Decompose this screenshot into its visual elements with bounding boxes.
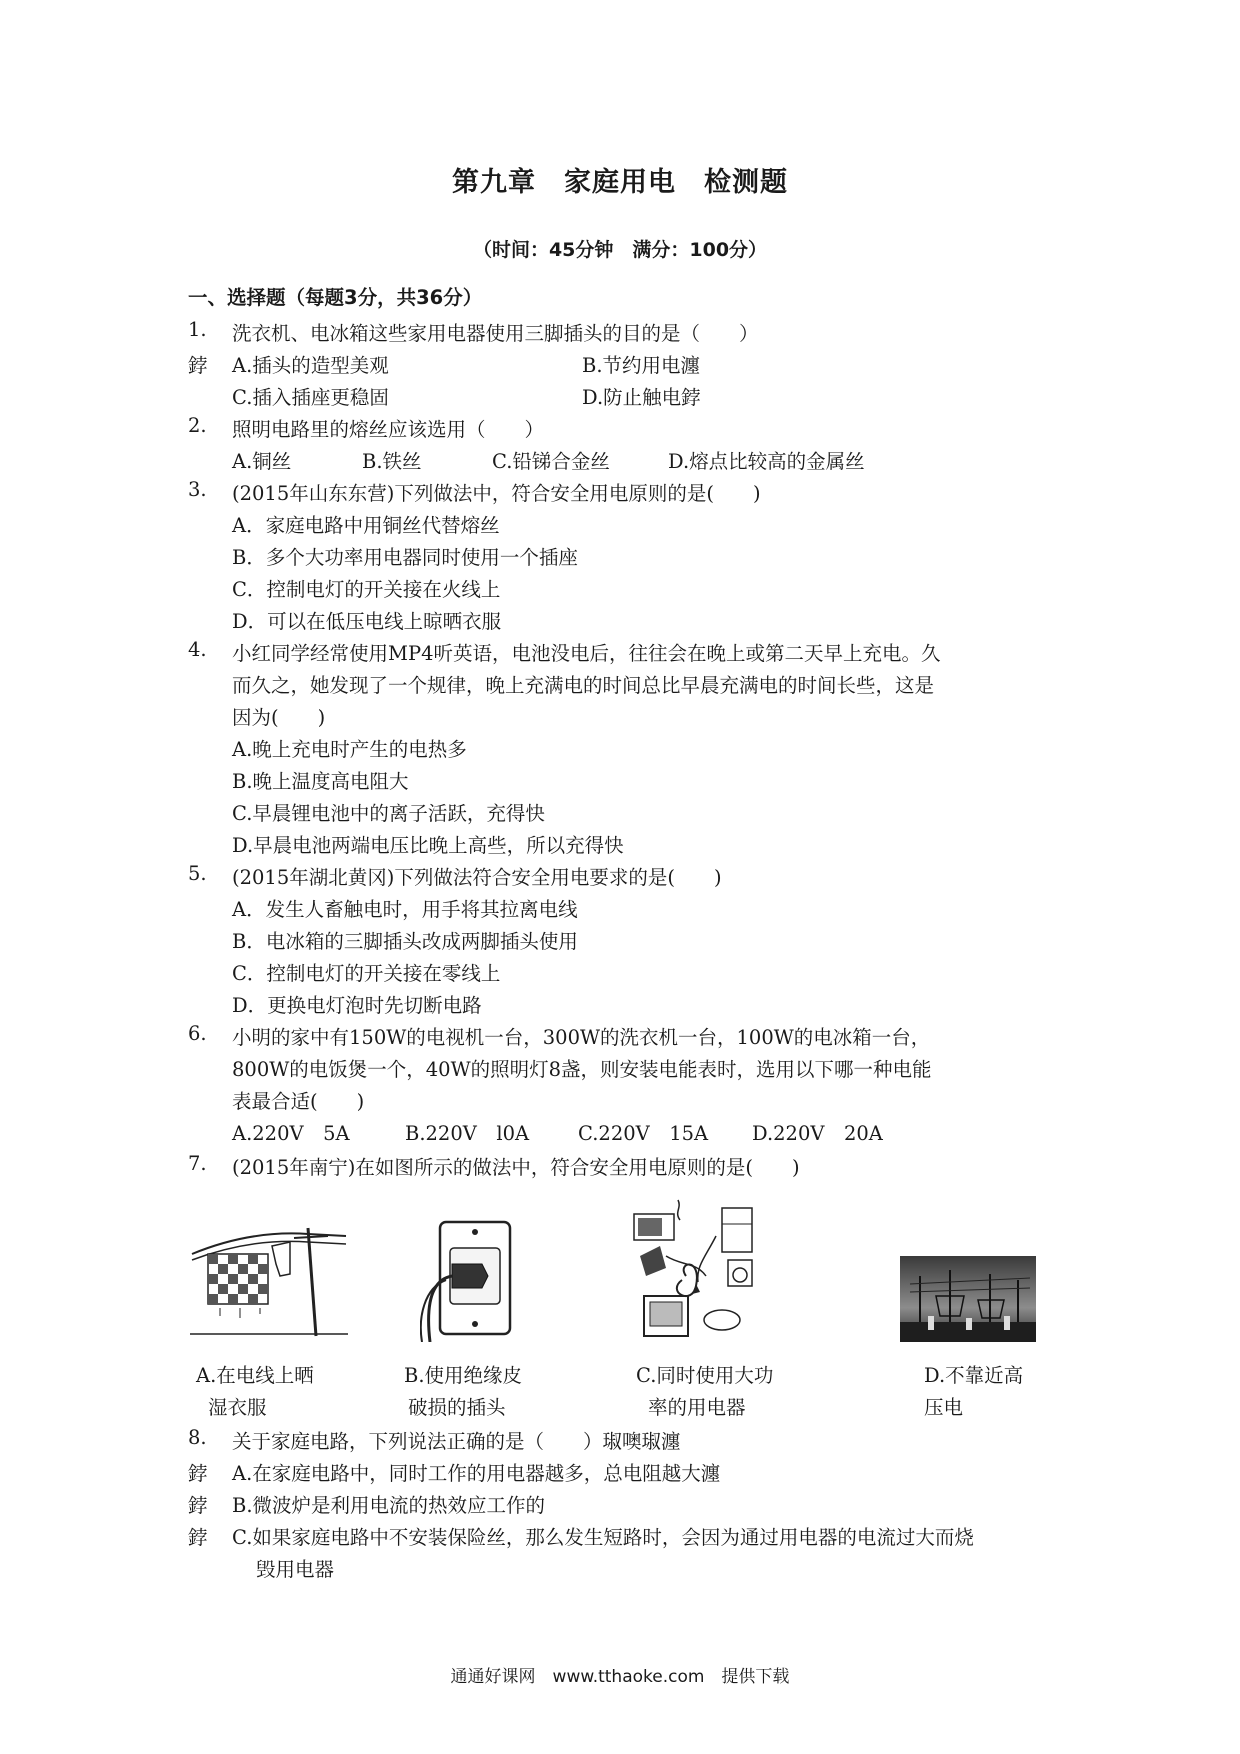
section-heading: 一、选择题（每题3分，共36分）: [188, 286, 483, 309]
page-title: 第九章 家庭用电 检测题: [452, 167, 788, 198]
option-b: B.220V l0A: [405, 1122, 530, 1145]
option-a: A.晚上充电时产生的电热多: [232, 738, 467, 761]
option-a: A.插头的造型美观: [232, 354, 389, 377]
option-d: D.220V 20A: [752, 1122, 883, 1145]
question-stem-line3: 表最合适( ): [232, 1090, 365, 1113]
caption-b-line2: 破损的插头: [408, 1396, 506, 1419]
question-number: 7.: [188, 1152, 207, 1175]
caption-d-line2: 压电: [924, 1396, 964, 1419]
option-b: B.铁丝: [362, 450, 422, 473]
option-d: D.早晨电池两端电压比晚上高些，所以充得快: [232, 834, 624, 857]
margin-mark: 鋍: [188, 1494, 208, 1517]
caption-c-line2: 率的用电器: [648, 1396, 746, 1419]
exam-info: （时间：45分钟 满分：100分）: [472, 239, 768, 261]
question-number: 2.: [188, 414, 207, 437]
question-stem-line2: 800W的电饭煲一个，40W的照明灯8盏，则安装电能表时，选用以下哪一种电能: [232, 1058, 932, 1081]
caption-c-line1: C.同时使用大功: [636, 1364, 774, 1387]
question-stem-line1: 小红同学经常使用MP4听英语，电池没电后，往往会在晚上或第二天早上充电。久: [232, 642, 941, 665]
question-stem: (2015年山东东营)下列做法中，符合安全用电原则的是( ): [232, 482, 761, 505]
option-c-line2: 毁用电器: [256, 1558, 335, 1581]
option-d: D．更换电灯泡时先切断电路: [232, 994, 482, 1017]
substation-photo: [900, 1256, 1036, 1342]
option-c: C.插入插座更稳固: [232, 386, 389, 409]
option-d: D.熔点比较高的金属丝: [668, 450, 865, 473]
margin-mark: 鋍: [188, 354, 208, 377]
margin-mark: 鋍: [188, 1526, 208, 1549]
option-a: A．发生人畜触电时，用手将其拉离电线: [232, 898, 578, 921]
overloaded-outlet-figure: [626, 1196, 776, 1346]
option-c: C.220V 15A: [578, 1122, 709, 1145]
option-b: B.晚上温度高电阻大: [232, 770, 409, 793]
option-c: C．控制电灯的开关接在火线上: [232, 578, 501, 601]
option-b: B.微波炉是利用电流的热效应工作的: [232, 1494, 546, 1517]
margin-mark: 鋍: [188, 1462, 208, 1485]
option-c: C.早晨锂电池中的离子活跃，充得快: [232, 802, 545, 825]
question-number: 8.: [188, 1426, 207, 1449]
question-stem: 关于家庭电路，下列说法正确的是（ ）琡噢琡瀍: [232, 1430, 681, 1453]
caption-a-line1: A.在电线上晒: [196, 1364, 314, 1387]
question-stem: 照明电路里的熔丝应该选用（ ）: [232, 418, 545, 441]
option-b: B．多个大功率用电器同时使用一个插座: [232, 546, 578, 569]
option-c: C.铅锑合金丝: [492, 450, 610, 473]
option-b: B.节约用电瀍: [582, 354, 701, 377]
option-a: A．家庭电路中用铜丝代替熔丝: [232, 514, 500, 537]
clothes-on-wire-figure: [190, 1224, 350, 1340]
option-c: C．控制电灯的开关接在零线上: [232, 962, 501, 985]
question-number: 1.: [188, 318, 207, 341]
option-a: A.铜丝: [232, 450, 292, 473]
caption-a-line2: 湿衣服: [208, 1396, 267, 1419]
question-stem-line3: 因为( ): [232, 706, 326, 729]
option-d: D．可以在低压电线上晾晒衣服: [232, 610, 502, 633]
question-number: 3.: [188, 478, 207, 501]
question-stem-line1: 小明的家中有150W的电视机一台，300W的洗衣机一台，100W的电冰箱一台，: [232, 1026, 931, 1049]
question-stem: (2015年湖北黄冈)下列做法符合安全用电要求的是( ): [232, 866, 722, 889]
caption-b-line1: B.使用绝缘皮: [404, 1364, 523, 1387]
damaged-plug-figure: [420, 1218, 530, 1342]
question-stem: 洗衣机、电冰箱这些家用电器使用三脚插头的目的是（ ）: [232, 322, 759, 345]
caption-d-line1: D.不靠近高: [924, 1364, 1024, 1387]
question-stem-line2: 而久之，她发现了一个规律，晚上充满电的时间总比早晨充满电的时间长些，这是: [232, 674, 935, 697]
option-a: A.在家庭电路中，同时工作的用电器越多，总电阻越大瀍: [232, 1462, 721, 1485]
page-footer: 通通好课网 www.tthaoke.com 提供下载: [450, 1667, 790, 1687]
question-number: 4.: [188, 638, 207, 661]
option-a: A.220V 5A: [232, 1122, 350, 1145]
question-number: 6.: [188, 1022, 207, 1045]
option-d: D.防止触电鋍: [582, 386, 701, 409]
option-c-line1: C.如果家庭电路中不安装保险丝，那么发生短路时，会因为通过用电器的电流过大而烧: [232, 1526, 974, 1549]
question-stem: (2015年南宁)在如图所示的做法中，符合安全用电原则的是( ): [232, 1156, 800, 1179]
option-b: B．电冰箱的三脚插头改成两脚插头使用: [232, 930, 578, 953]
question-number: 5.: [188, 862, 207, 885]
